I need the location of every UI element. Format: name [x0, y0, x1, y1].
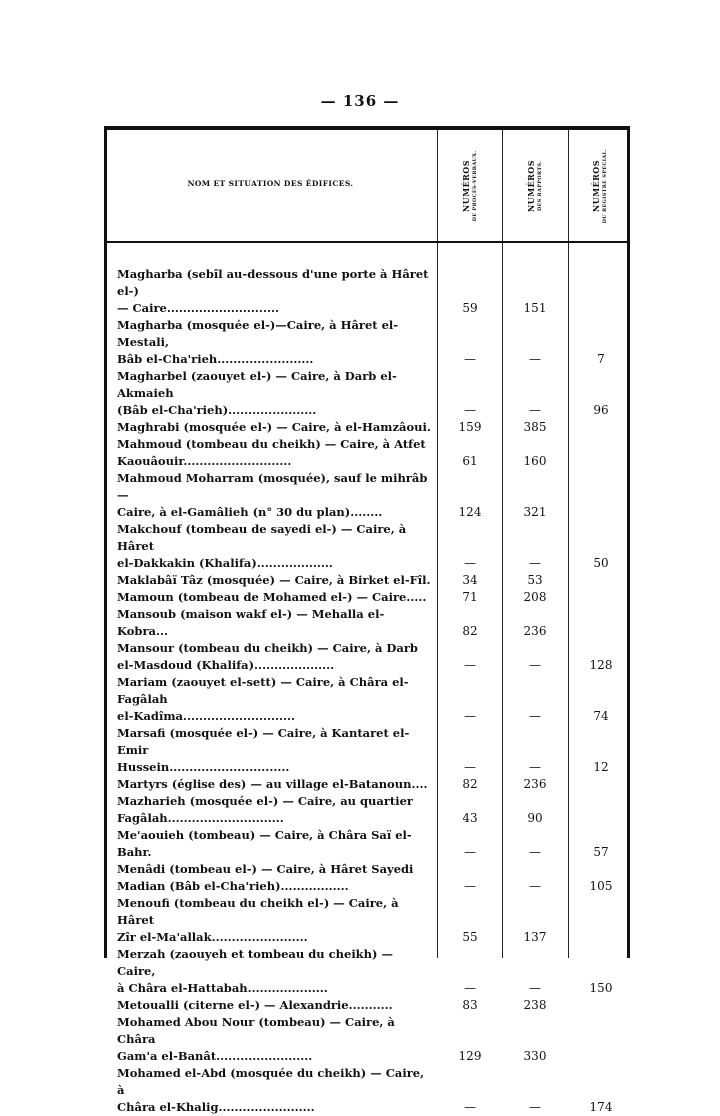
registre-number: 105 [589, 879, 613, 893]
registre-number: 50 [593, 556, 609, 570]
edifice-name-line: el-Masdoud (Khalifa).................... [117, 658, 335, 672]
rapport-number: — [529, 556, 541, 570]
rapport-number: 236 [523, 777, 547, 791]
rapport-number: 208 [523, 590, 547, 604]
column-header-proces-verbaux [440, 134, 500, 238]
edifice-name-line: el-Kadîma............................ [117, 709, 296, 723]
rapport-number: 137 [523, 930, 547, 944]
edifice-name-line: Mansour (tombeau du cheikh) — Caire, à Darb [117, 641, 418, 655]
rapport-number: 330 [523, 1049, 547, 1063]
edifice-name-line: Mohamed Abou Nour (tombeau) — Caire, à Châra [117, 1015, 395, 1046]
rapport-number: — [529, 1100, 541, 1114]
table-row [104, 266, 630, 317]
edifice-name-line: Menoufi (tombeau du cheikh el-) — Caire, à Hâret [117, 896, 399, 927]
table-row [104, 895, 630, 946]
edifice-name-line: Merzah (zaouyeh et tombeau du cheikh) — Caire, [117, 947, 393, 978]
proces-verbal-number: 159 [458, 420, 482, 434]
proces-verbal-number: — [464, 845, 476, 859]
proces-verbal-number: 124 [458, 505, 482, 519]
rapport-number: — [529, 760, 541, 774]
edifice-name-line: Magharba (sebîl au-dessous d'une porte à Hâret el-) [117, 267, 429, 298]
edifice-name-line: Madian (Bâb el-Cha'rieh)................. [117, 879, 349, 893]
edifice-name-line: Kaouâouir........................... [117, 454, 292, 468]
proces-verbal-number: 61 [462, 454, 478, 468]
edifice-name-line: Caire, à el-Gamâlieh (n° 30 du plan)........ [117, 505, 383, 519]
table-row [104, 725, 630, 776]
edifice-name-line: Magharbel (zaouyet el-) — Caire, à Darb el-Akmaieh [117, 369, 397, 400]
table-row [104, 793, 630, 827]
table-row [104, 997, 630, 1014]
registre-number: 74 [593, 709, 609, 723]
proces-verbal-number: — [464, 1100, 476, 1114]
edifice-name-line: Mahmoud Moharram (mosquée), sauf le mihrâb — [117, 471, 428, 502]
table-row [104, 1014, 630, 1065]
proces-verbal-number: — [464, 760, 476, 774]
proces-verbal-number: 83 [462, 998, 478, 1012]
rapport-number: — [529, 879, 541, 893]
proces-verbal-number: 43 [462, 811, 478, 825]
proces-verbal-number: 82 [462, 624, 478, 638]
header-rule [104, 241, 630, 243]
edifice-name-line: Maklabâï Tâz (mosquée) — Caire, à Birket el-Fîl. [117, 573, 431, 587]
rapport-number: 385 [523, 420, 547, 434]
proces-verbal-number: — [464, 352, 476, 366]
edifice-name-line: Mohamed el-Abd (mosquée du cheikh) — Caire, à [117, 1066, 425, 1097]
table-row [104, 827, 630, 861]
table-row [104, 436, 630, 470]
edifice-name-line: Menâdi (tombeau el-) — Caire, à Hâret Sayedi [117, 862, 414, 876]
table-row [104, 1065, 630, 1116]
rapport-number: 238 [523, 998, 547, 1012]
registre-number: 174 [589, 1100, 613, 1114]
column-header-rapports [505, 134, 565, 238]
edifices-table [104, 126, 630, 1114]
edifice-name-line: — Caire............................ [117, 301, 279, 315]
proces-verbal-number: — [464, 981, 476, 995]
registre-number: 150 [589, 981, 613, 995]
rapport-number: — [529, 403, 541, 417]
table-top-rule [104, 126, 630, 130]
table-row [104, 419, 630, 436]
column-header-registre [570, 134, 630, 238]
table-body [104, 266, 630, 1116]
table-row [104, 946, 630, 997]
table-row [104, 572, 630, 589]
edifice-name-line: Maghrabi (mosquée el-) — Caire, à el-Hamzâoui. [117, 420, 431, 434]
rapport-number: 321 [523, 505, 547, 519]
proces-verbal-number: 71 [462, 590, 478, 604]
registre-number: 7 [597, 352, 605, 366]
table-row [104, 640, 630, 674]
edifice-name-line: Me'aouieh (tombeau) — Caire, à Châra Saï el-Bahr. [117, 828, 412, 859]
proces-verbal-number: 55 [462, 930, 478, 944]
header-line: DES RAPPORTS. [537, 160, 543, 212]
edifice-name-line: Hussein.............................. [117, 760, 290, 774]
rapport-number: — [529, 709, 541, 723]
table-row [104, 861, 630, 895]
edifice-name-line: Mazharieh (mosquée el-) — Caire, au quartier [117, 794, 413, 808]
table-row [104, 776, 630, 793]
header-line: DE PROCÈS-VERBAUX. [472, 150, 478, 222]
edifice-name-line: Châra el-Khalig........................ [117, 1100, 315, 1114]
proces-verbal-number: — [464, 658, 476, 672]
rapport-number: — [529, 981, 541, 995]
proces-verbal-number: — [464, 403, 476, 417]
edifice-name-line: Magharba (mosquée el-)—Caire, à Hâret el-Mestali, [117, 318, 399, 349]
proces-verbal-number: 82 [462, 777, 478, 791]
rapport-number: — [529, 845, 541, 859]
rapport-number: 53 [527, 573, 543, 587]
proces-verbal-number: 34 [462, 573, 478, 587]
edifice-name-line: Fagâlah............................. [117, 811, 284, 825]
rapport-number: 160 [523, 454, 547, 468]
edifice-name-line: Marsafi (mosquée el-) — Caire, à Kantaret el-Emir [117, 726, 410, 757]
registre-number: 96 [593, 403, 609, 417]
header-line: DU REGISTRE SPÉCIAL. [602, 148, 608, 224]
proces-verbal-number: 129 [458, 1049, 482, 1063]
registre-number: 128 [589, 658, 613, 672]
table-row [104, 470, 630, 521]
edifice-name-line: Mariam (zaouyet el-sett) — Caire, à Châra el-Fagâlah [117, 675, 409, 706]
edifice-name-line: el-Dakkakin (Khalifa)................... [117, 556, 333, 570]
table-row [104, 368, 630, 419]
edifice-name-line: Mansoub (maison wakf el-) — Mehalla el-Kobra... [117, 607, 385, 638]
edifice-name-line: Makchouf (tombeau de sayedi el-) — Caire, à Hâret [117, 522, 407, 553]
table-row [104, 521, 630, 572]
edifice-name-line: à Châra el-Hattabah.................... [117, 981, 328, 995]
edifice-name-line: (Bâb el-Cha'rieh)...................... [117, 403, 317, 417]
rapport-number: 236 [523, 624, 547, 638]
column-header-name: NOM ET SITUATION DES ÉDIFICES. [187, 179, 354, 188]
proces-verbal-number: — [464, 879, 476, 893]
proces-verbal-number: 59 [462, 301, 478, 315]
header-line: NUMÉROS [526, 159, 536, 213]
edifice-name-line: Zîr el-Ma'allak........................ [117, 930, 308, 944]
edifice-name-line: Metoualli (citerne el-) — Alexandrie........... [117, 998, 393, 1012]
proces-verbal-number: — [464, 709, 476, 723]
edifice-name-line: Gam'a el-Banât........................ [117, 1049, 313, 1063]
header-line: NUMÉROS [591, 159, 601, 213]
proces-verbal-number: — [464, 556, 476, 570]
rapport-number: — [529, 352, 541, 366]
edifice-name-line: Martyrs (église des) — au village el-Batanoun.... [117, 777, 428, 791]
header-line: NUMÉROS [461, 159, 471, 213]
edifice-name-line: Mamoun (tombeau de Mohamed el-) — Caire..... [117, 590, 427, 604]
edifice-name-line: Mahmoud (tombeau du cheikh) — Caire, à Atfet [117, 437, 426, 451]
registre-number: 57 [593, 845, 609, 859]
registre-number: 12 [593, 760, 609, 774]
edifice-name-line: Bâb el-Cha'rieh........................ [117, 352, 314, 366]
table-row [104, 589, 630, 606]
rapport-number: 151 [523, 301, 547, 315]
table-row [104, 606, 630, 640]
table-row [104, 317, 630, 368]
page-number: — 136 — [320, 92, 400, 110]
rapport-number: — [529, 658, 541, 672]
rapport-number: 90 [527, 811, 543, 825]
table-row [104, 674, 630, 725]
